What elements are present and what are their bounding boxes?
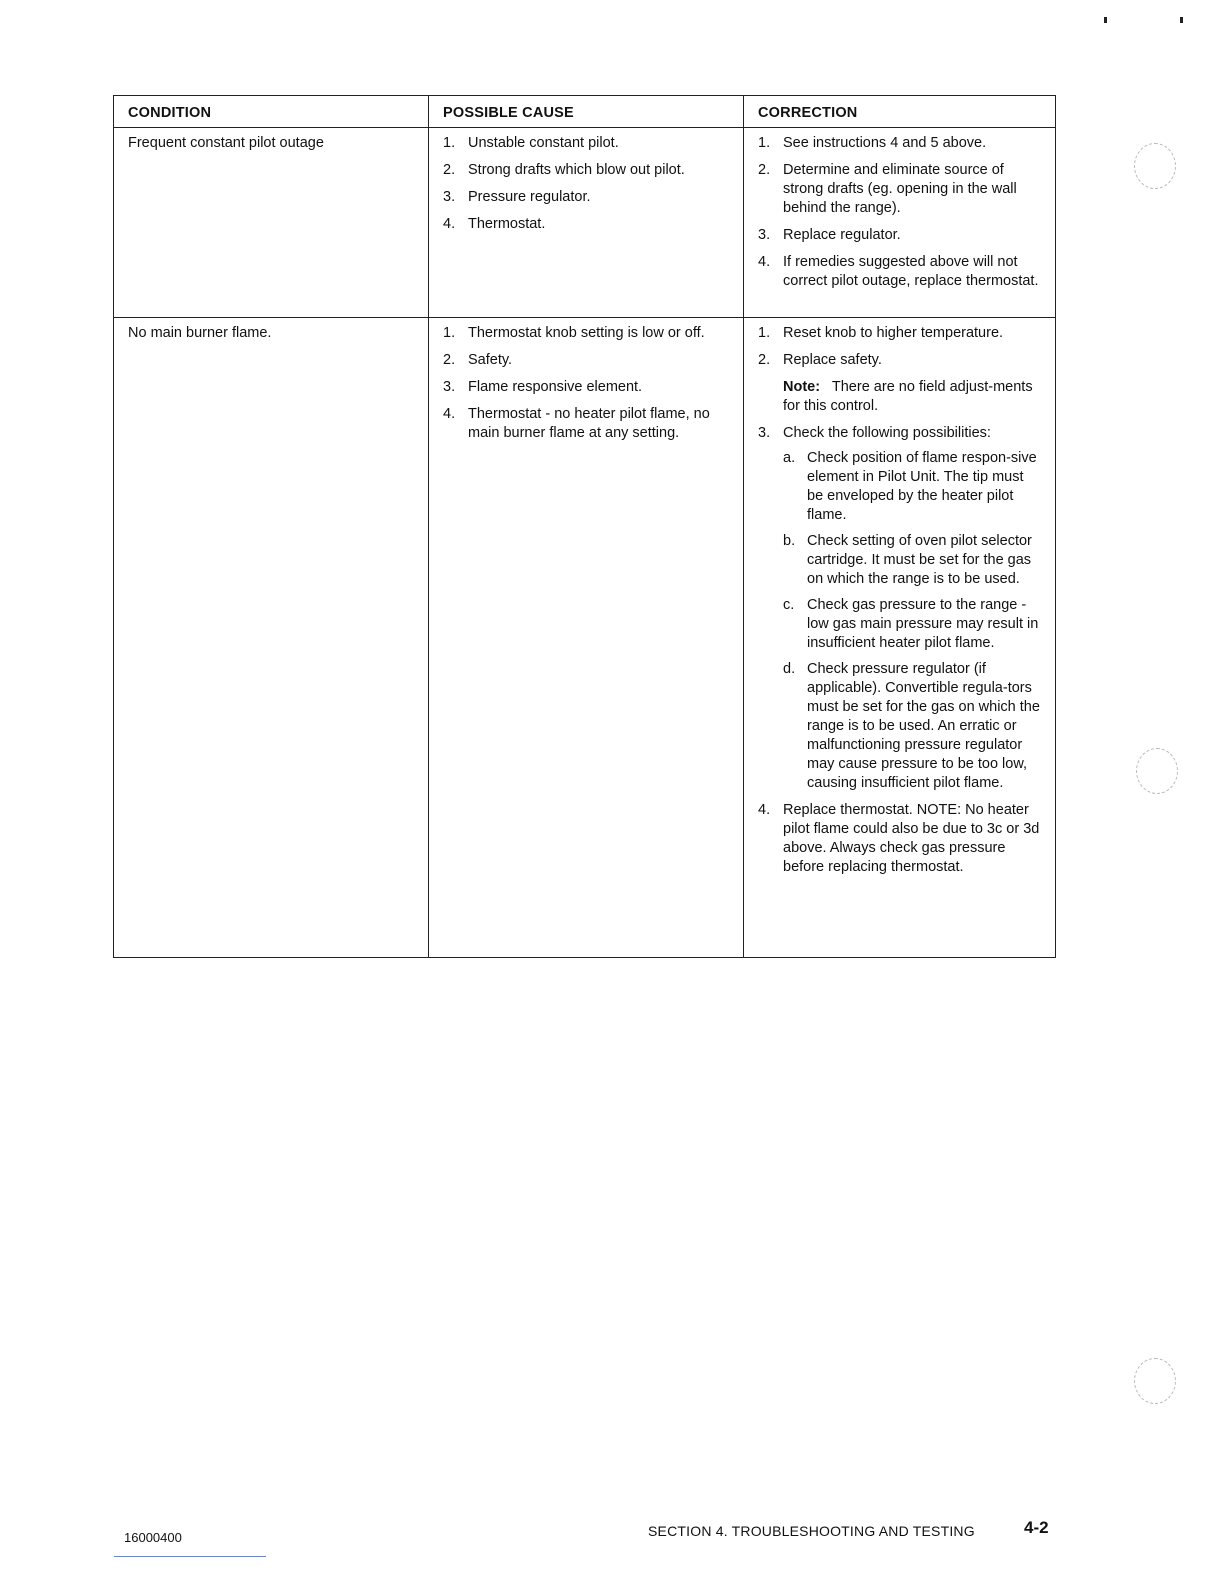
correction-list <box>758 324 1041 370</box>
item-text: Thermostat. <box>468 216 546 232</box>
cause-list <box>443 134 729 234</box>
item-number: 2. <box>758 162 771 178</box>
sub-list-item <box>783 449 1041 525</box>
sub-item-letter: c. <box>783 597 795 613</box>
condition-cell <box>114 128 429 318</box>
note-text: There are no field adjust-ments for this control. <box>783 379 1033 414</box>
correction-list <box>758 134 1041 291</box>
header-condition: CONDITION <box>114 96 429 128</box>
sub-item-letter: d. <box>783 661 796 677</box>
item-number: 4. <box>443 216 456 232</box>
scan-speck <box>1104 17 1107 23</box>
item-text: Reset knob to higher temperature. <box>783 325 1004 341</box>
item-number: 1. <box>758 135 771 151</box>
list-item <box>443 134 729 153</box>
punch-hole-middle <box>1136 748 1178 794</box>
punch-hole-bottom <box>1134 1358 1176 1404</box>
cause-cell <box>429 128 744 318</box>
list-item <box>443 215 729 234</box>
list-item <box>443 378 729 397</box>
condition-text: No main burner flame. <box>128 325 272 341</box>
sub-item-text: Check setting of oven pilot selector cartridge. It must be set for the gas on which the range is to be used. <box>807 533 1032 587</box>
condition-text: Frequent constant pilot outage <box>128 135 324 151</box>
list-item <box>443 324 729 343</box>
troubleshooting-table <box>113 95 1056 958</box>
sub-list-item <box>783 532 1041 589</box>
item-number: 3. <box>443 379 456 395</box>
item-text: If remedies suggested above will not correct pilot outage, replace thermostat. <box>783 254 1039 289</box>
note-paragraph <box>758 378 1041 416</box>
item-number: 3. <box>758 425 771 441</box>
item-number: 2. <box>443 162 456 178</box>
page-number: 4-2 <box>1024 1518 1049 1537</box>
list-item <box>758 324 1041 343</box>
item-number: 3. <box>443 189 456 205</box>
scan-speck <box>1180 17 1183 23</box>
list-item <box>758 253 1041 291</box>
table-row <box>114 128 1056 318</box>
list-item <box>758 226 1041 245</box>
list-item <box>758 134 1041 153</box>
sub-list-item <box>783 660 1041 793</box>
sub-list <box>783 449 1041 793</box>
cause-list <box>443 324 729 443</box>
header-correction: CORRECTION <box>744 96 1056 128</box>
item-number: 4. <box>758 802 771 818</box>
list-item <box>758 801 1041 877</box>
item-text: Thermostat knob setting is low or off. <box>468 325 705 341</box>
list-item <box>443 351 729 370</box>
item-text: Unstable constant pilot. <box>468 135 619 151</box>
item-text: Pressure regulator. <box>468 189 591 205</box>
document-number: 16000400 <box>124 1530 182 1545</box>
item-text: Flame responsive element. <box>468 379 643 395</box>
sub-item-letter: b. <box>783 533 796 549</box>
item-number: 1. <box>443 135 456 151</box>
item-text: Replace regulator. <box>783 227 901 243</box>
item-text: Determine and eliminate source of strong drafts (eg. opening in the wall behind the range). <box>783 162 1017 216</box>
item-number: 4. <box>758 254 771 270</box>
sub-item-text: Check gas pressure to the range - low gas main pressure may result in insufficient heater pilot flame. <box>807 597 1039 651</box>
list-item <box>443 188 729 207</box>
item-number: 1. <box>443 325 456 341</box>
sub-item-text: Check position of flame respon-sive element in Pilot Unit. The tip must be enveloped by the heater pilot flame. <box>807 450 1037 523</box>
sub-item-letter: a. <box>783 450 796 466</box>
sub-list-item <box>783 596 1041 653</box>
item-number: 1. <box>758 325 771 341</box>
item-number: 2. <box>758 352 771 368</box>
list-item <box>758 424 1041 793</box>
list-item <box>443 161 729 180</box>
item-number: 3. <box>758 227 771 243</box>
table-header-row <box>114 96 1056 128</box>
note-label: Note: <box>783 379 821 395</box>
correction-cell <box>744 128 1056 318</box>
condition-cell <box>114 318 429 958</box>
cause-cell <box>429 318 744 958</box>
item-text: Replace safety. <box>783 352 882 368</box>
list-item <box>758 351 1041 370</box>
punch-hole-top <box>1134 143 1176 189</box>
sub-item-text: Check pressure regulator (if applicable). Convertible regula-tors must be set for the gas on which the range is to be used. An erratic or malfunctioning pressure regulator may cause pressure to be too low, causing insufficient pilot flame. <box>807 661 1040 791</box>
item-text: Replace thermostat. NOTE: No heater pilot flame could also be due to 3c or 3d above. Always check gas pressure before replacing thermostat. <box>783 802 1040 875</box>
section-title: SECTION 4. TROUBLESHOOTING AND TESTING <box>648 1523 975 1539</box>
correction-cell <box>744 318 1056 958</box>
table-row <box>114 318 1056 958</box>
item-number: 2. <box>443 352 456 368</box>
list-item <box>758 161 1041 218</box>
item-text: Safety. <box>468 352 513 368</box>
item-text: Strong drafts which blow out pilot. <box>468 162 685 178</box>
footer-rule <box>114 1556 266 1557</box>
correction-list-continued <box>758 424 1041 877</box>
item-text: Thermostat - no heater pilot flame, no main burner flame at any setting. <box>468 406 710 441</box>
header-possible-cause: POSSIBLE CAUSE <box>429 96 744 128</box>
item-number: 4. <box>443 406 456 422</box>
list-item <box>443 405 729 443</box>
item-text: Check the following possibilities: <box>783 425 991 441</box>
item-text: See instructions 4 and 5 above. <box>783 135 987 151</box>
